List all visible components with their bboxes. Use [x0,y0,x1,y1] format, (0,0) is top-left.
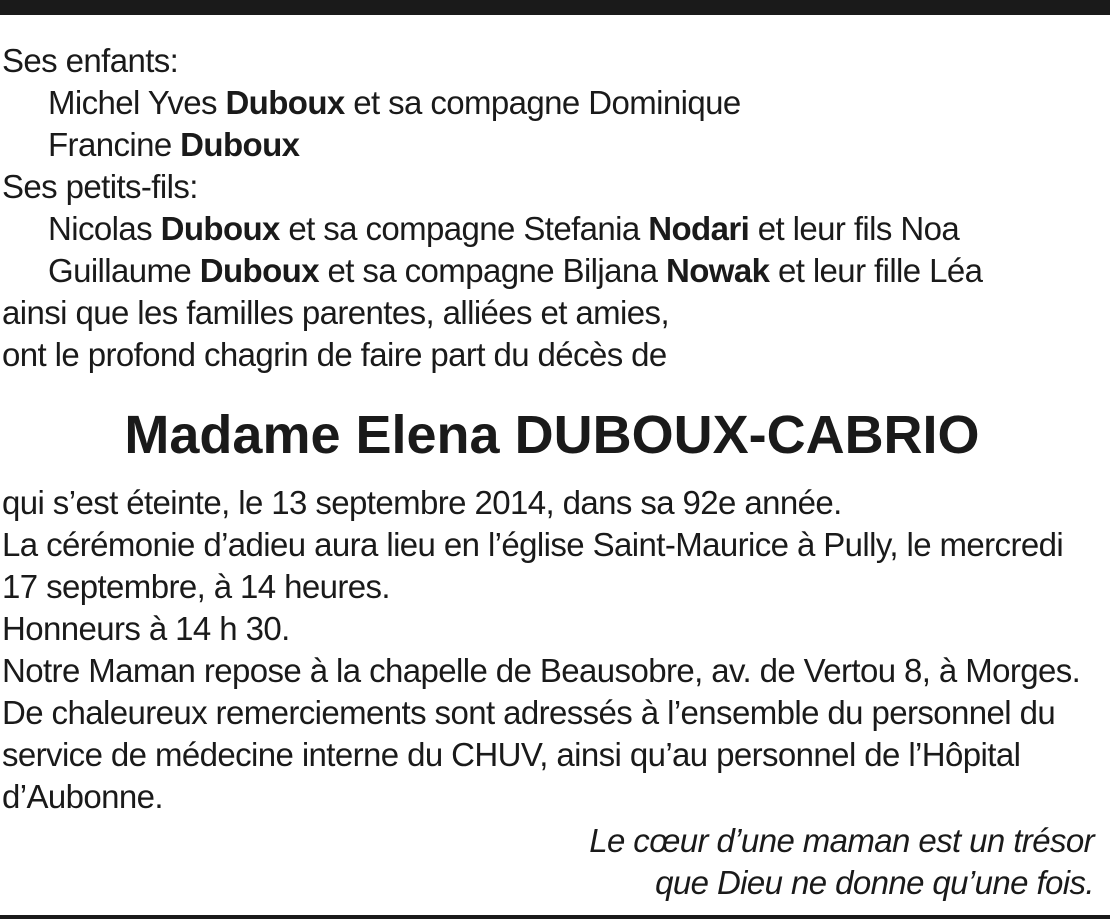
grandchild-2-mid: et sa compagne Biljana [327,252,658,289]
quote-line: que Dieu ne donne qu’une fois. [655,864,1094,901]
grandchild-2-first-name: Guillaume [48,252,192,289]
death-notice [2,40,1102,904]
child-2-surname: Duboux [180,126,300,163]
grandchild-1-mid: et sa compagne Stefania [288,210,640,247]
body-line: qui s’est éteinte, le 13 septembre 2014, dans sa 92e année. [2,484,842,521]
children-heading: Ses enfants: [2,42,179,79]
body-line: La cérémonie d’adieu aura lieu en l’église Saint-Maurice à Pully, le mercredi [2,526,1064,563]
grandchild-line-2 [2,250,1102,292]
grandchild-1-partner-surname: Nodari [648,210,750,247]
grandchild-2-partner-surname: Nowak [665,252,770,289]
child-1-rest: et sa compagne Dominique [353,84,741,121]
child-2-first-name: Francine [48,126,172,163]
child-1-first-name: Michel Yves [48,84,217,121]
grandchild-1-first-name: Nicolas [48,210,153,247]
grandchildren-heading: Ses petits-fils: [2,168,198,205]
body-line: d’Aubonne. [2,778,163,815]
body-line: De chaleureux remerciements sont adressés à l’ensemble du personnel du [2,694,1056,731]
body-line: Notre Maman repose à la chapelle de Beausobre, av. de Vertou 8, à Morges. [2,652,1081,689]
quote-line: Le cœur d’une maman est un trésor [589,822,1094,859]
grandchild-1-surname: Duboux [160,210,280,247]
body-line: Honneurs à 14 h 30. [2,610,290,647]
body-line: 17 septembre, à 14 heures. [2,568,390,605]
grandchild-1-rest: et leur fils Noa [757,210,960,247]
grandchild-2-rest: et leur fille Léa [777,252,983,289]
body-line: service de médecine interne du CHUV, ainsi qu’au personnel de l’Hôpital [2,736,1021,773]
grandchild-2-surname: Duboux [199,252,319,289]
child-line-2 [2,124,1102,166]
top-rule [0,0,1110,15]
child-line-1 [2,82,1102,124]
announce-line: ont le profond chagrin de faire part du décès de [2,336,667,373]
bottom-rule [0,915,1110,919]
families-line: ainsi que les familles parentes, alliées et amies, [2,294,670,331]
grandchild-line-1 [2,208,1102,250]
child-1-surname: Duboux [225,84,345,121]
deceased-name: Madame Elena DUBOUX-CABRIO [124,405,980,465]
